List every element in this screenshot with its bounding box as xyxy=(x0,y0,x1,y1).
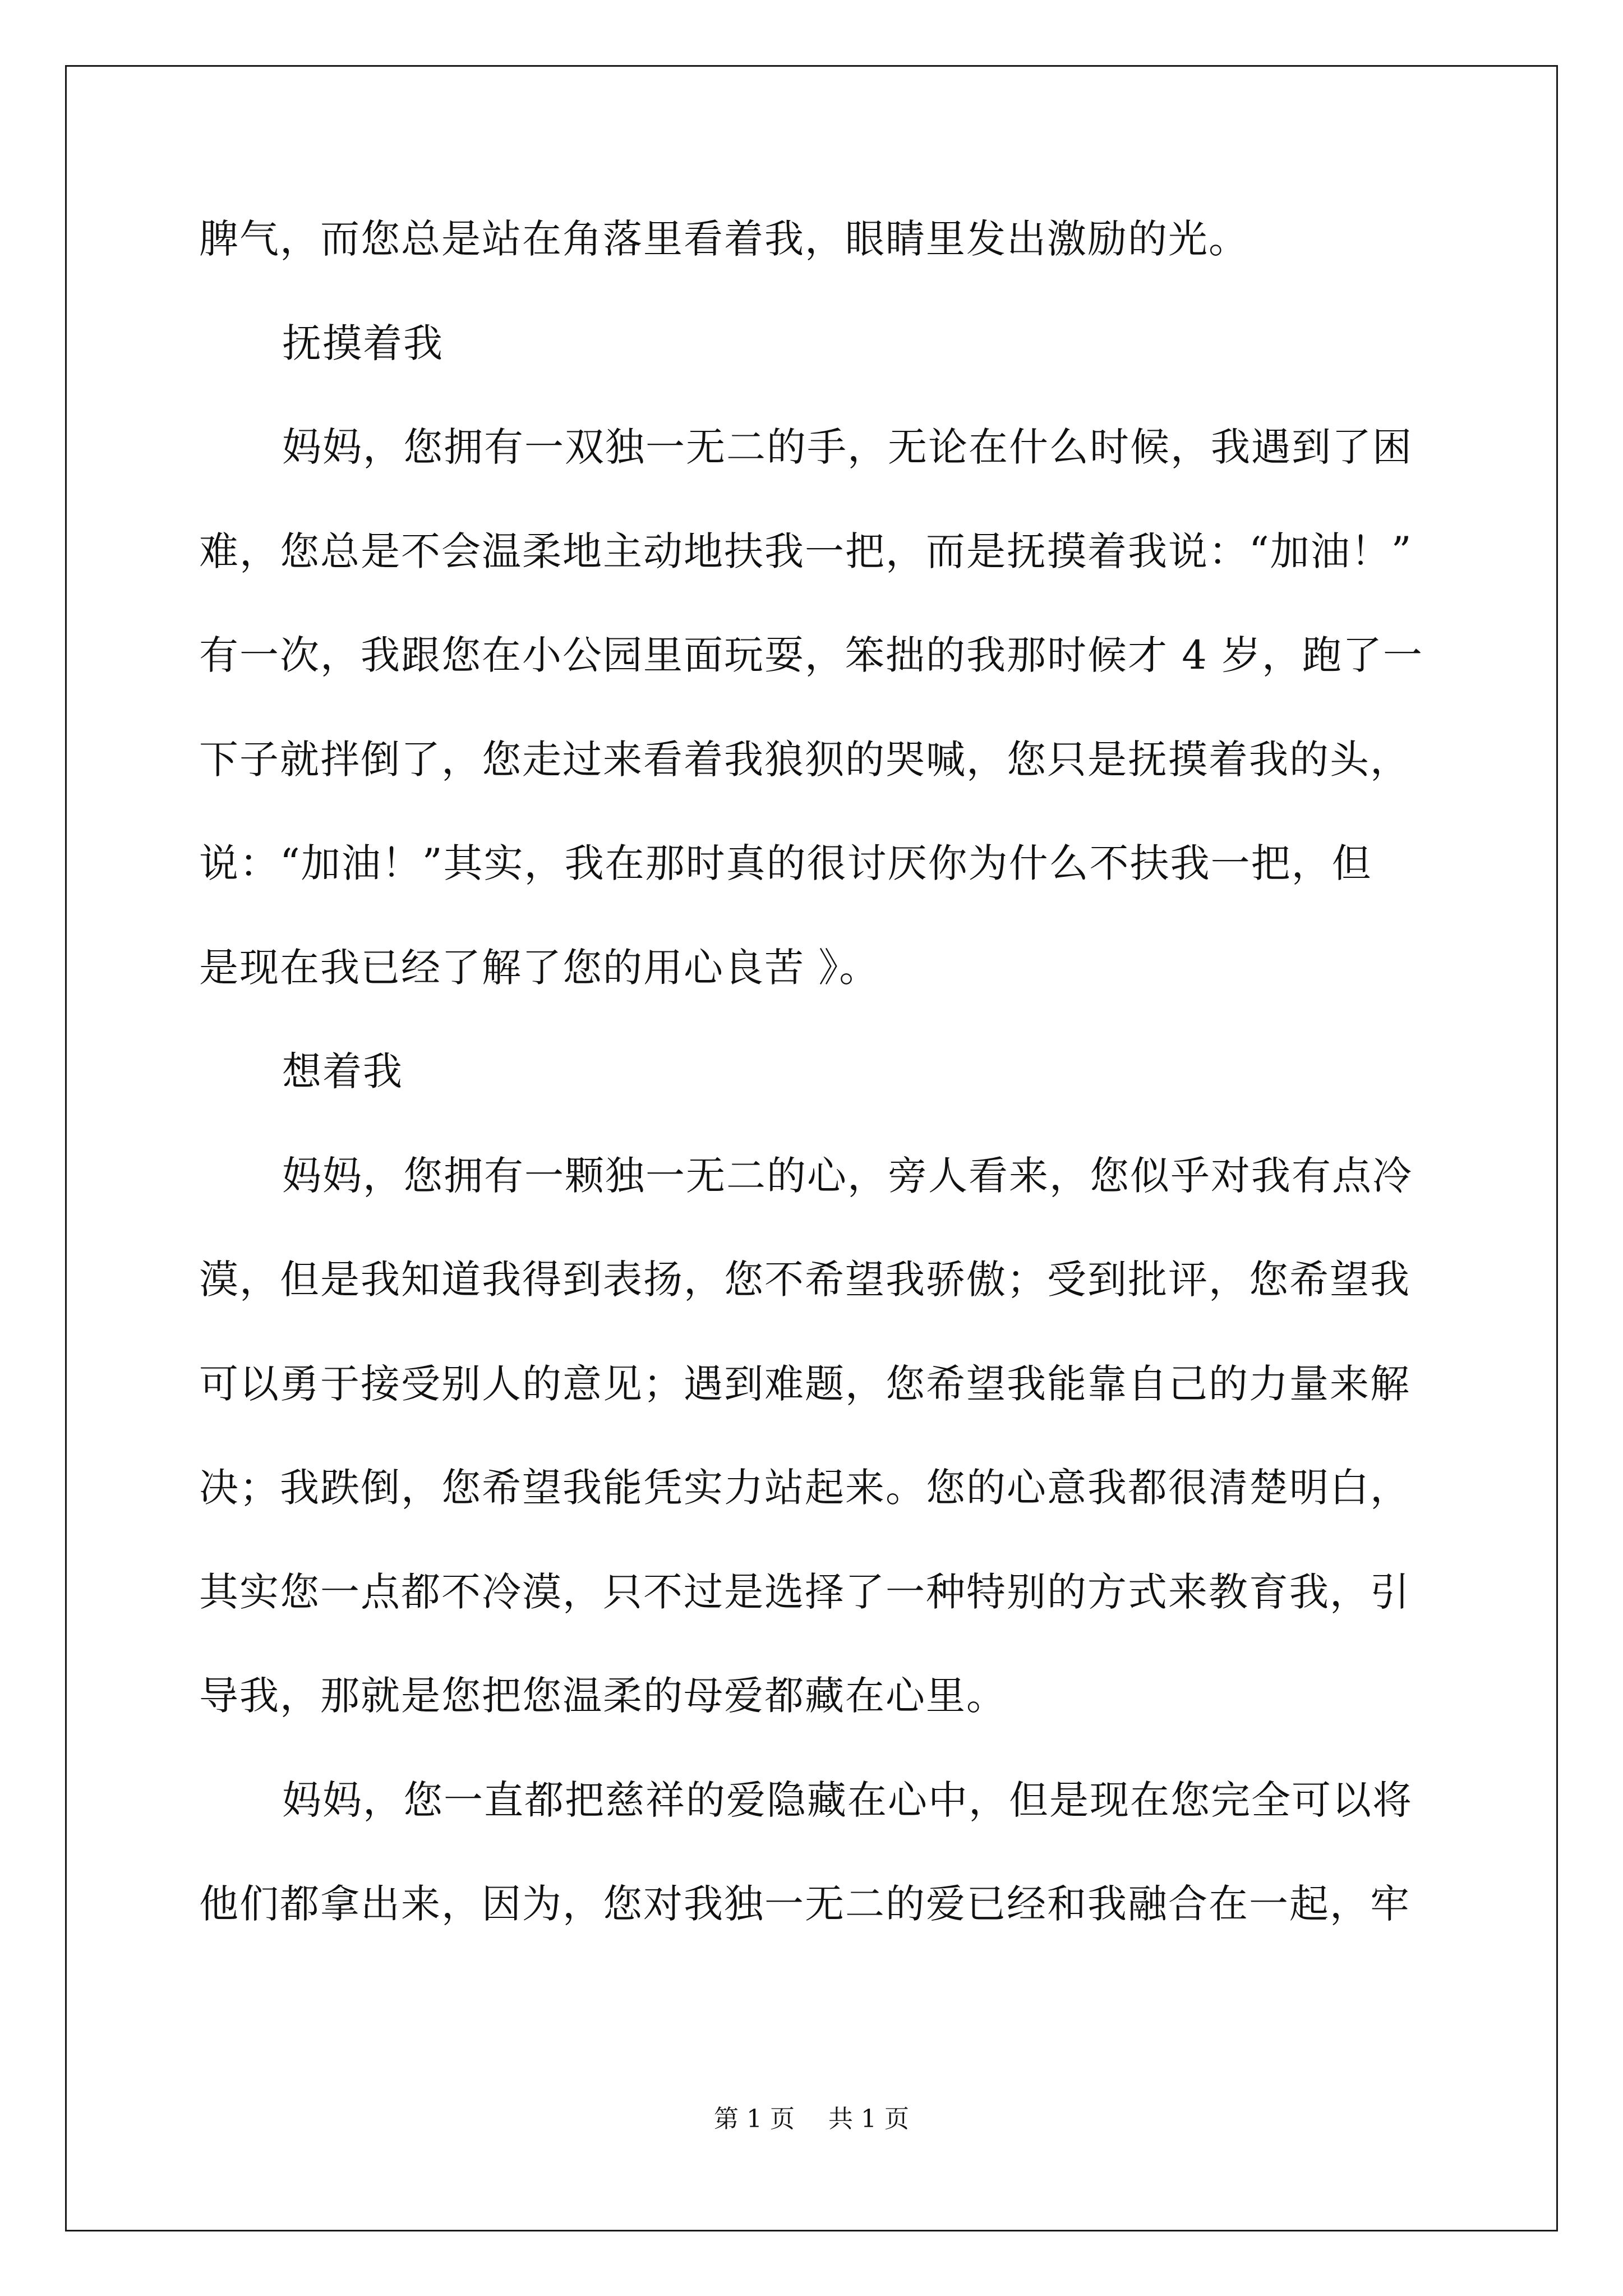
text-line-11: 漠，但是我知道我得到表扬，您不希望我骄傲；受到批评，您希望我 xyxy=(199,1257,1410,1303)
text-line-13: 决；我跌倒，您希望我能凭实力站起来。您的心意我都很清楚明白， xyxy=(199,1465,1410,1511)
text-line-10: 妈妈，您拥有一颗独一无二的心，旁人看来，您似乎对我有点冷 xyxy=(282,1152,1413,1199)
document-body xyxy=(199,213,1433,1982)
text-line-14: 其实您一点都不冷漠，只不过是选择了一种特别的方式来教育我，引 xyxy=(199,1568,1410,1615)
page-footer xyxy=(0,2102,1623,2136)
text-line-6: 下子就拌倒了，您走过来看着我狼狈的哭喊，您只是抚摸着我的头， xyxy=(199,736,1410,783)
section-heading-fumo: 抚摸着我 xyxy=(282,320,444,366)
text-line-4: 难，您总是不会温柔地主动地扶我一把，而是抚摸着我说：“加油！” xyxy=(199,528,1413,574)
text-line-3: 妈妈，您拥有一双独一无二的手，无论在什么时候，我遇到了困 xyxy=(282,424,1413,470)
text-line-15: 导我，那就是您把您温柔的母爱都藏在心里。 xyxy=(199,1673,1007,1719)
text-line-16: 妈妈，您一直都把慈祥的爱隐藏在心中，但是现在您完全可以将 xyxy=(282,1777,1413,1823)
text-line-1: 脾气，而您总是站在角落里看着我，眼睛里发出激励的光。 xyxy=(199,216,1249,262)
page-number-total: 共 1 页 xyxy=(828,2105,909,2133)
page-number-current: 第 1 页 xyxy=(714,2105,795,2133)
text-line-8: 是现在我已经了解了您的用心良苦 》。 xyxy=(199,944,880,991)
section-heading-xiangzhe: 想着我 xyxy=(282,1048,403,1094)
text-line-17: 他们都拿出来，因为，您对我独一无二的爱已经和我融合在一起，牢 xyxy=(199,1881,1410,1927)
text-line-12: 可以勇于接受别人的意见；遇到难题，您希望我能靠自己的力量来解 xyxy=(199,1360,1410,1407)
text-line-7: 说：“加油！”其实，我在那时真的很讨厌你为什么不扶我一把，但 xyxy=(199,840,1372,886)
text-line-5: 有一次，我跟您在小公园里面玩耍，笨拙的我那时候才 4 岁，跑了一 xyxy=(199,632,1424,678)
